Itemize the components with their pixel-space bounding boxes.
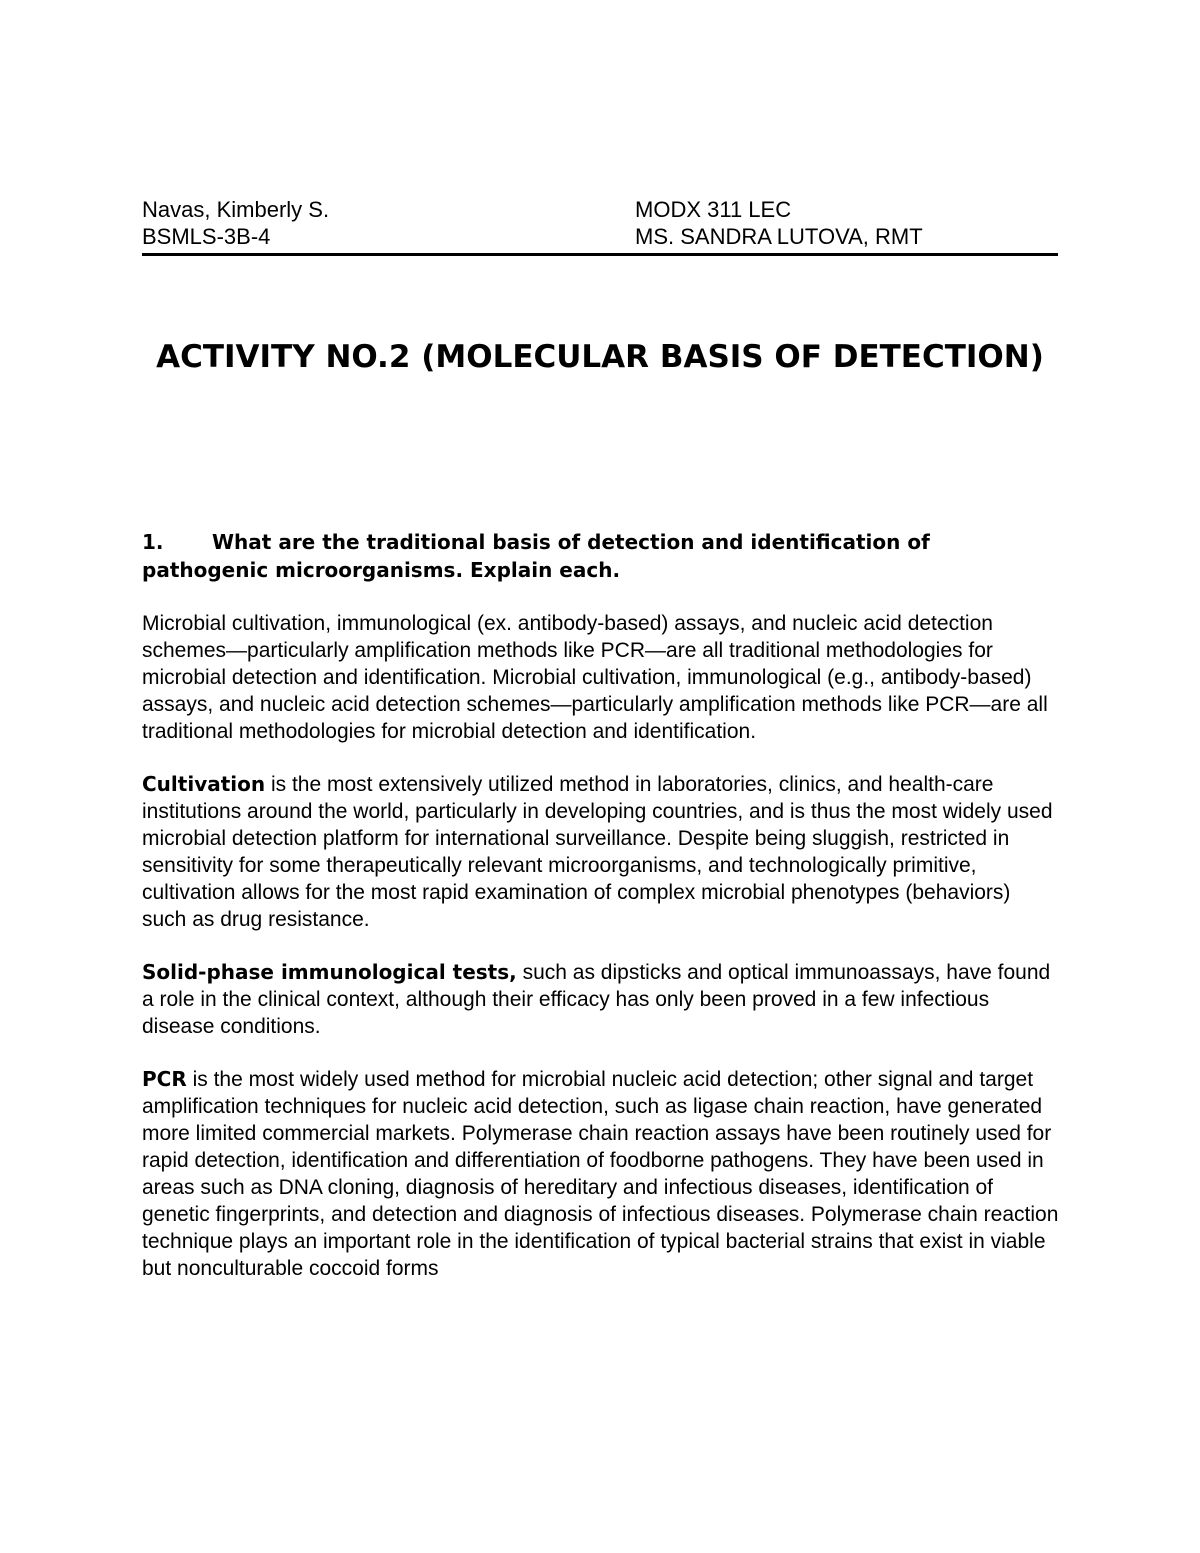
course-code: MODX 311 LEC	[635, 197, 792, 222]
question-number: 1.	[142, 530, 164, 554]
cultivation-paragraph	[142, 771, 1060, 933]
header-divider	[142, 253, 1058, 256]
question-text: What are the traditional basis of detection and identification of pathogenic microorganisms. Explain each.	[142, 530, 930, 582]
immunological-tests-term: Solid-phase immunological tests,	[142, 960, 517, 984]
intro-paragraph: Microbial cultivation, immunological (ex. antibody-based) assays, and nucleic acid detection schemes—particularly amplification methods like PCR—are all traditional methodologies for microbial detection and identification. Microbial cultivation, immunological (e.g., antibody-based) assays, and nucleic acid detection schemes—particularly amplification methods like PCR—are all traditional methodologies for microbial detection and identification.	[142, 612, 1048, 743]
cultivation-term: Cultivation	[142, 772, 266, 796]
document-title: ACTIVITY NO.2 (MOLECULAR BASIS OF DETECTION)	[156, 339, 1044, 375]
pcr-text: is the most widely used method for microbial nucleic acid detection; other signal and target amplification techniques for nucleic acid detection, such as ligase chain reaction, have generated more limited commercial markets. Polymerase chain reaction assays have been routinely used for rapid detection, identification and differentiation of foodborne pathogens. They have been used in areas such as DNA cloning, diagnosis of hereditary and infectious diseases, identification of genetic fingerprints, and detection and diagnosis of infectious diseases. Polymerase chain reaction technique plays an important role in the identification of typical bacterial strains that exist in viable but nonculturable coccoid forms	[142, 1068, 1059, 1280]
immunological-tests-text: such as dipsticks and optical immunoassays, have found a role in the clinical context, although their efficacy has only been proved in a few infectious disease conditions.	[142, 961, 1051, 1038]
student-name: Navas, Kimberly S.	[142, 197, 330, 222]
question-1	[142, 528, 1060, 584]
header-row-2	[142, 223, 1058, 250]
student-section: BSMLS-3B-4	[142, 224, 271, 249]
instructor-name: MS. SANDRA LUTOVA, RMT	[635, 224, 923, 249]
document-header	[142, 196, 1058, 250]
header-row-1	[142, 196, 1058, 223]
pcr-paragraph	[142, 1066, 1060, 1282]
pcr-term: PCR	[142, 1067, 187, 1091]
cultivation-text: is the most extensively utilized method in laboratories, clinics, and health-care institutions around the world, particularly in developing countries, and is thus the most widely used microbial detection platform for international surveillance. Despite being sluggish, restricted in sensitivity for some therapeutically relevant microorganisms, and technologically primitive, cultivation allows for the most rapid examination of complex microbial phenotypes (behaviors) such as drug resistance.	[142, 773, 1053, 931]
document-body	[142, 528, 1060, 1308]
immunological-tests-paragraph	[142, 959, 1060, 1040]
